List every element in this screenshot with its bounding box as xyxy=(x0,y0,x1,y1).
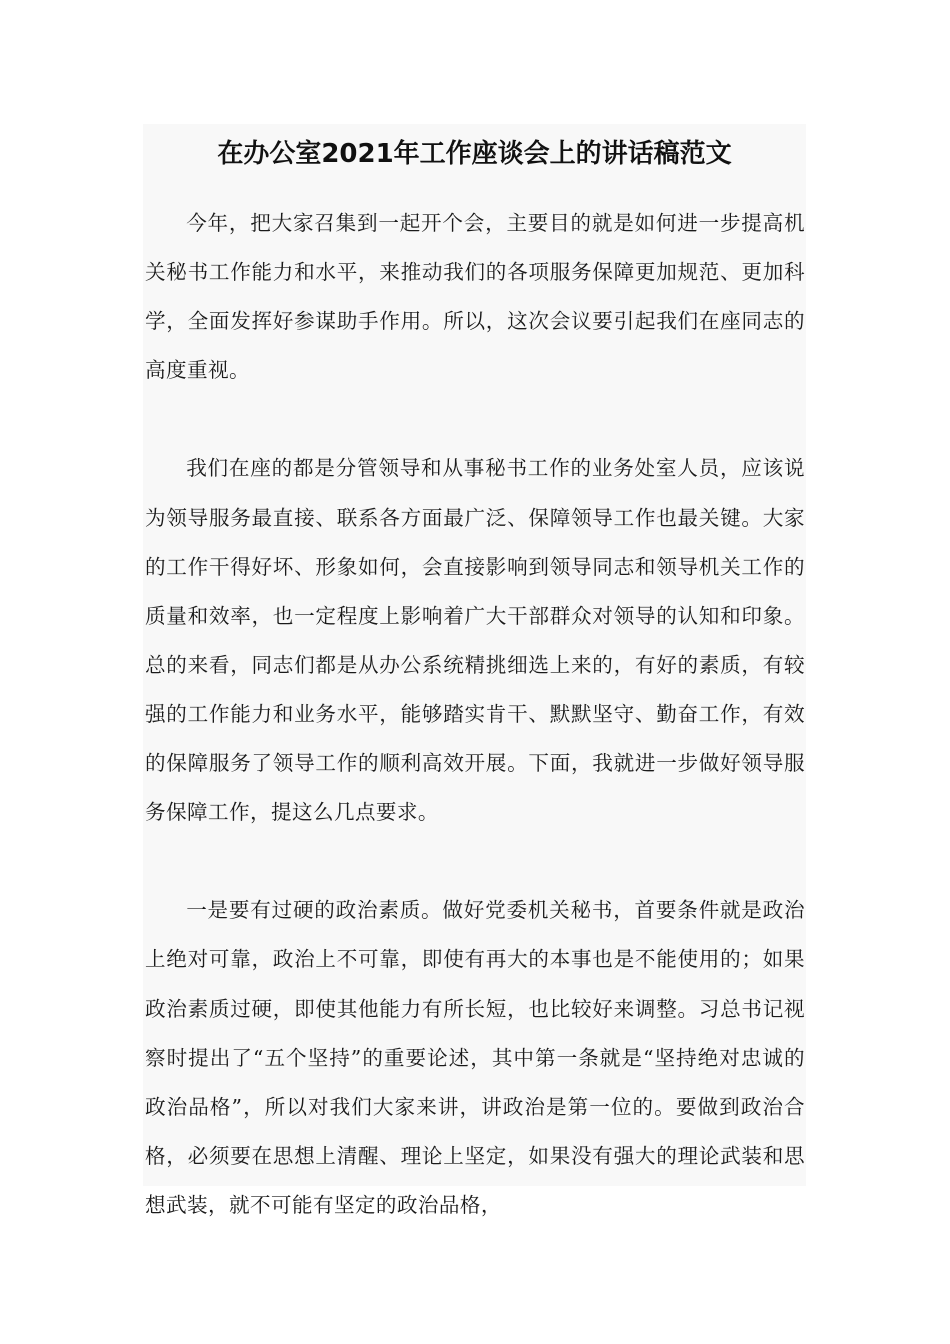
document-body xyxy=(145,199,805,1230)
paragraph-2: 我们在座的都是分管领导和从事秘书工作的业务处室人员，应该说为领导服务最直接、联系各方面最广泛、保障领导工作也最关键。大家的工作干得好坏、形象如何，会直接影响到领导同志和领导机关工作的质量和效率，也一定程度上影响着广大干部群众对领导的认知和印象。总的来看，同志们都是从办公系统精挑细选上来的，有好的素质，有较强的工作能力和业务水平，能够踏实肯干、默默坚守、勤奋工作，有效的保障服务了领导工作的顺利高效开展。下面，我就进一步做好领导服务保障工作，提这么几点要求。 xyxy=(145,456,805,825)
paragraph-3: 一是要有过硬的政治素质。做好党委机关秘书，首要条件就是政治上绝对可靠，政治上不可靠，即使有再大的本事也是不能使用的；如果政治素质过硬，即使其他能力有所长短，也比较好来调整。习总书记视察时提出了“五个坚持”的重要论述，其中第一条就是“坚持绝对忠诚的政治品格”，所以对我们大家来讲，讲政治是第一位的。要做到政治合格，必须要在思想上清醒、理论上坚定，如果没有强大的理论武装和思想武装，就不可能有坚定的政治品格， xyxy=(145,898,805,1217)
paragraph-1: 今年，把大家召集到一起开个会，主要目的就是如何进一步提高机关秘书工作能力和水平，来推动我们的各项服务保障更加规范、更加科学，全面发挥好参谋助手作用。所以，这次会议要引起我们在座同志的高度重视。 xyxy=(145,211,805,383)
document-title: 在办公室2021年工作座谈会上的讲话稿范文 xyxy=(217,139,732,169)
